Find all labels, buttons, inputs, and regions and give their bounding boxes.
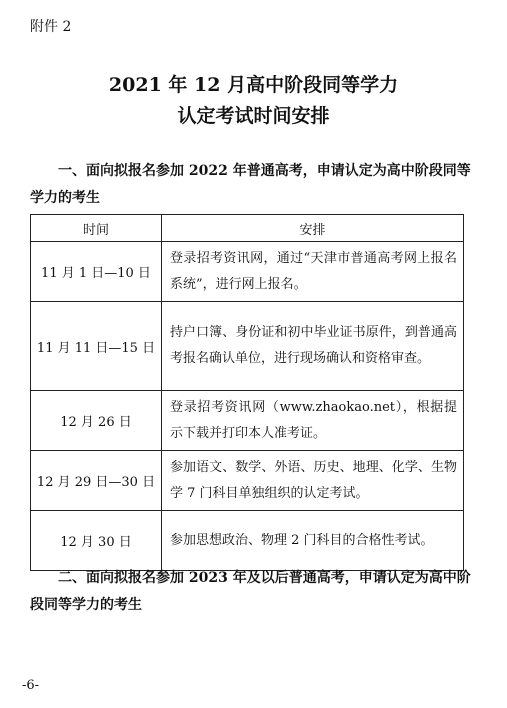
cell-time: 12 月 29 日—30 日 <box>31 451 162 511</box>
cell-arrangement: 参加语文、数学、外语、历史、地理、化学、生物学 7 门科目单独组织的认定考试。 <box>162 451 464 511</box>
cell-arrangement: 登录招考资讯网，通过“天津市普通高考网上报名系统”，进行网上报名。 <box>162 242 464 302</box>
document-title-line-1: 2021 年 12 月高中阶段同等学力 <box>108 74 399 96</box>
schedule-table <box>30 214 464 571</box>
cell-time: 12 月 26 日 <box>31 391 162 451</box>
table-row <box>31 451 464 511</box>
cell-arrangement: 登录招考资讯网（www.zhaokao.net），根据提示下载并打印本人准考证。 <box>162 391 464 451</box>
section-1-heading: 一、面向拟报名参加 2022 年普通高考，申请认定为高中阶段同等学力的考生 <box>30 163 471 206</box>
cell-arrangement: 持户口簿、身份证和初中毕业证书原件，到普通高考报名确认单位，进行现场确认和资格审查。 <box>162 302 464 391</box>
attachment-label: 附件 2 <box>30 19 72 35</box>
cell-time: 11 月 11 日—15 日 <box>31 302 162 391</box>
cell-time: 12 月 30 日 <box>31 511 162 571</box>
section-2-heading: 二、面向拟报名参加 2023 年及以后普通高考，申请认定为高中阶段同等学力的考生 <box>30 570 471 613</box>
cell-time: 11 月 1 日—10 日 <box>31 242 162 302</box>
table-row <box>31 302 464 391</box>
table-row <box>31 242 464 302</box>
table-row <box>31 391 464 451</box>
document-title-line-2: 认定考试时间安排 <box>177 105 330 127</box>
table-row <box>31 511 464 571</box>
cell-arrangement: 参加思想政治、物理 2 门科目的合格性考试。 <box>162 511 464 571</box>
page-number: -6- <box>22 678 40 693</box>
column-header-arrangement: 安排 <box>162 215 464 242</box>
column-header-time: 时间 <box>31 215 162 242</box>
table-header-row <box>31 215 464 242</box>
